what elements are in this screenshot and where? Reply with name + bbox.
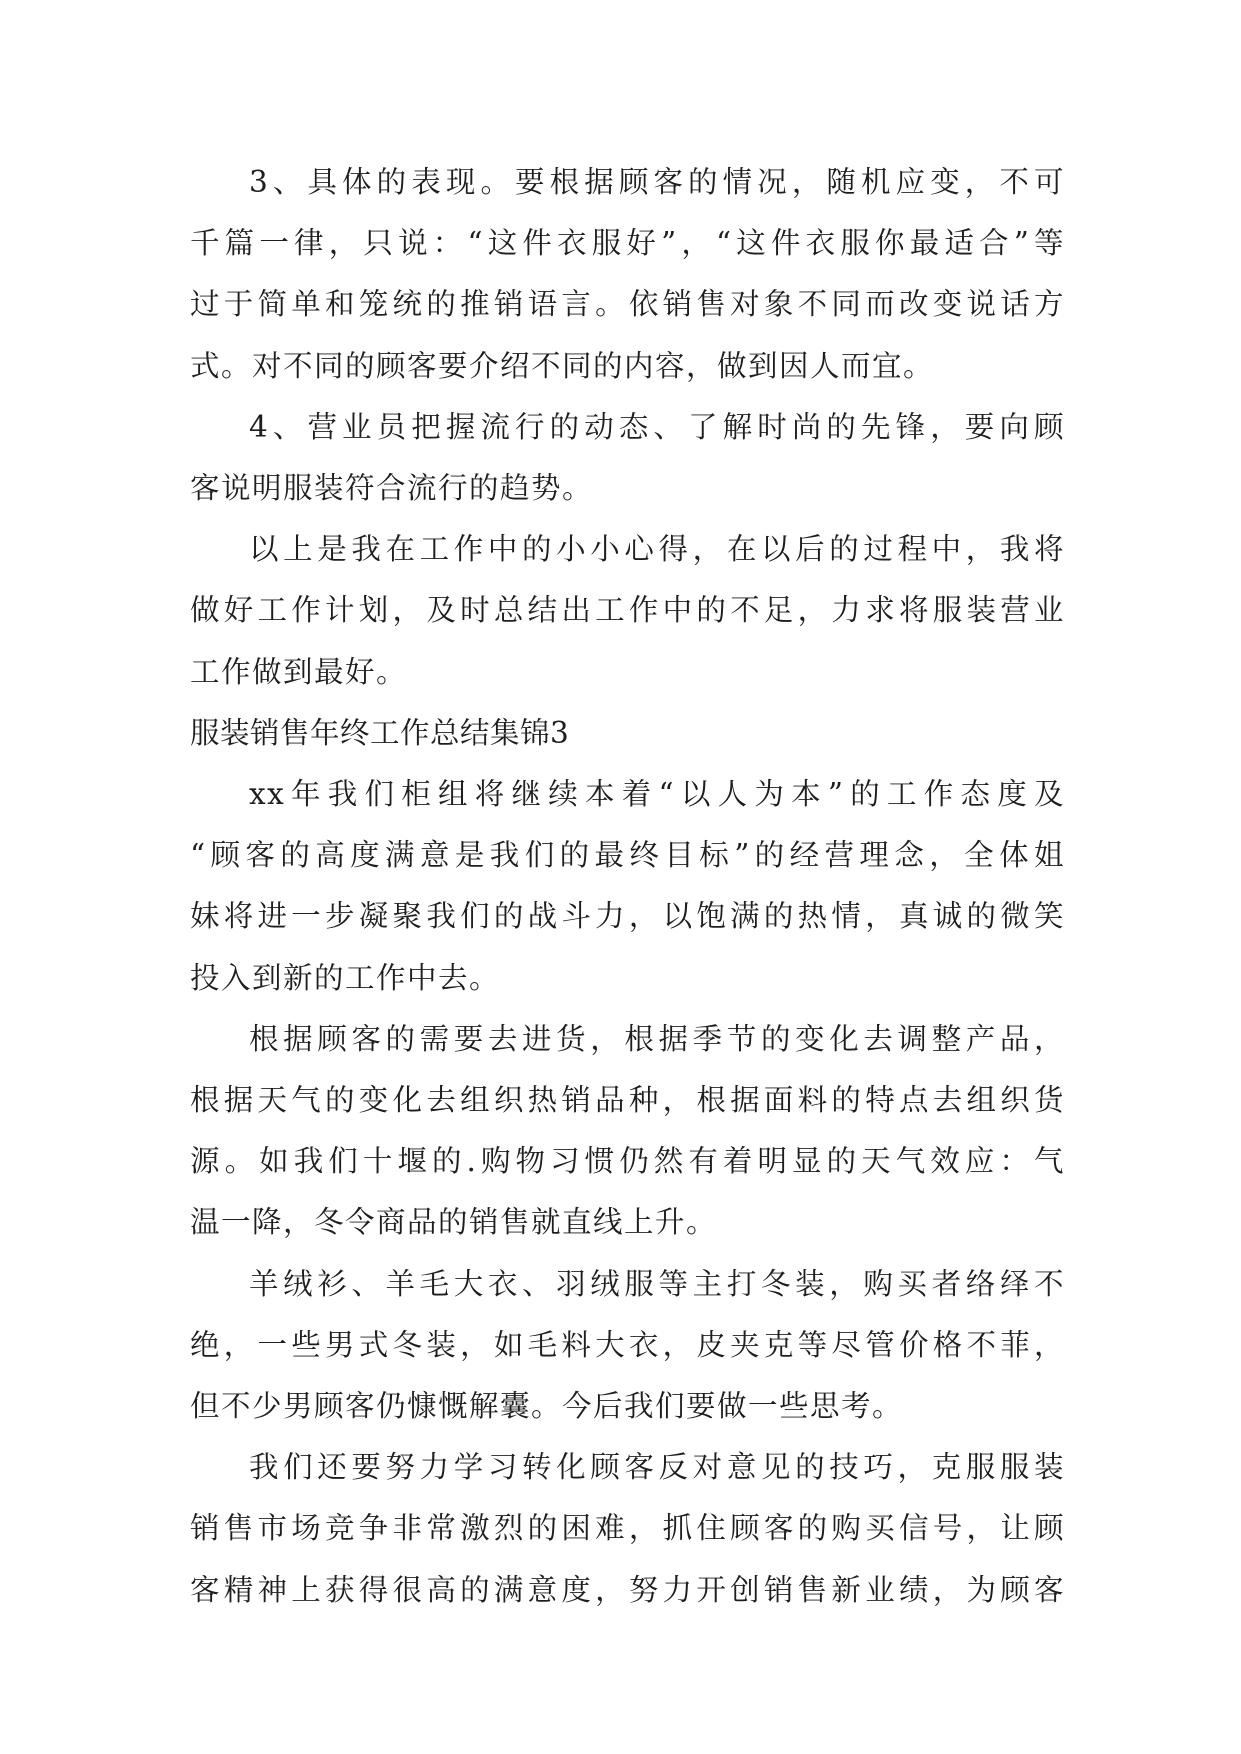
paragraph (190, 152, 1065, 397)
paragraph-line: xx年我们柜组将继续本着“以人为本”的工作态度及 (249, 777, 1065, 812)
paragraph-line: 绝，一些男式冬装，如毛料大衣，皮夹克等尽管价格不菲， (190, 1327, 1065, 1362)
paragraph-line: 工作做到最好。 (190, 654, 408, 689)
paragraph-line: 客精神上获得很高的满意度，努力开创销售新业绩，为顾客 (190, 1572, 1065, 1607)
paragraph-line: 式。对不同的顾客要介绍不同的内容，做到因人而宜。 (190, 348, 935, 383)
paragraph (190, 397, 1065, 519)
paragraph (190, 1009, 1065, 1254)
paragraph (190, 764, 1065, 1009)
paragraph (190, 1437, 1065, 1621)
document-body (190, 152, 1065, 1621)
paragraph-line: 但不少男顾客仍慷慨解囊。今后我们要做一些思考。 (190, 1389, 904, 1424)
paragraph-line: 4、营业员把握流行的动态、了解时尚的先锋，要向顾 (249, 409, 1065, 444)
paragraph-line: 3、具体的表现。要根据顾客的情况，随机应变，不可 (249, 165, 1065, 199)
paragraph-line: 以上是我在工作中的小小心得，在以后的过程中，我将 (249, 532, 1065, 567)
paragraph-line: 温一降，冬令商品的销售就直线上升。 (190, 1205, 718, 1240)
paragraph-line: 羊绒衫、羊毛大衣、羽绒服等主打冬装，购买者络绎不 (249, 1266, 1065, 1301)
paragraph (190, 1254, 1065, 1438)
paragraph-line: “顾客的高度满意是我们的最终目标”的经营理念，全体姐 (190, 838, 1065, 873)
paragraph-line: 投入到新的工作中去。 (190, 960, 501, 995)
paragraph-line: 千篇一律，只说：“这件衣服好”，“这件衣服你最适合”等 (190, 226, 1065, 261)
paragraph-line: 做好工作计划，及时总结出工作中的不足，力求将服装营业 (190, 593, 1065, 628)
paragraph-line: 源。如我们十堰的.购物习惯仍然有着明显的天气效应：气 (190, 1144, 1065, 1179)
paragraph-line: 根据顾客的需要去进货，根据季节的变化去调整产品， (249, 1021, 1065, 1056)
paragraph (190, 519, 1065, 703)
paragraph-line: 销售市场竞争非常激烈的困难，抓住顾客的购买信号，让顾 (190, 1511, 1065, 1546)
paragraph-line: 妹将进一步凝聚我们的战斗力，以饱满的热情，真诚的微笑 (190, 899, 1065, 934)
paragraph-line: 我们还要努力学习转化顾客反对意见的技巧，克服服装 (249, 1450, 1065, 1485)
paragraph-line: 客说明服装符合流行的趋势。 (190, 471, 594, 506)
section-heading: 服装销售年终工作总结集锦3 (190, 715, 570, 750)
paragraph-line: 过于简单和笼统的推销语言。依销售对象不同而改变说话方 (190, 287, 1065, 322)
paragraph-line: 根据天气的变化去组织热销品种，根据面料的特点去组织货 (190, 1083, 1065, 1118)
